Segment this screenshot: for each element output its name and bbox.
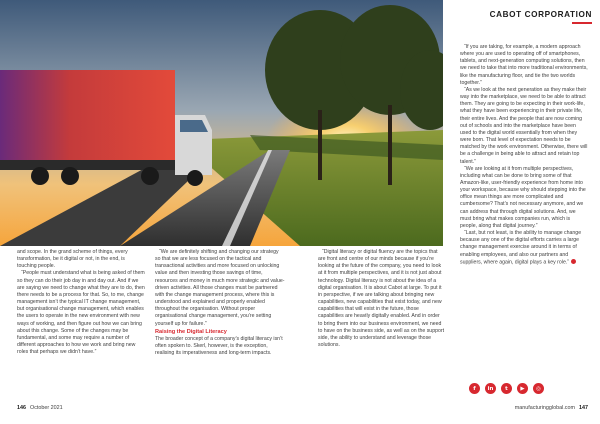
section-heading: Raising the Digital Literacy (155, 328, 227, 335)
hero-photo-truck-highway (0, 0, 443, 246)
paragraph: “If you are taking, for example, a modern approach where you are used to operating off of smartphones, tablets, and next-generation computing solutions, then we need to take that into more traditional environments, like the manufacturing floor, and tie the two worlds together.” (460, 44, 588, 86)
article-column-4 (460, 44, 588, 266)
facebook-icon[interactable]: f (469, 383, 480, 394)
paragraph: and scope. In the grand scheme of things, every transformation, be it digital or not, in the end, is touching people. (17, 249, 128, 270)
header-accent-rule (572, 22, 592, 24)
article-column-2 (155, 249, 285, 357)
twitter-icon[interactable]: t (501, 383, 512, 394)
paragraph: “People must understand what is being asked of them so they can do their job day in and day out. And if we are saying we need to change what they are to do, then there needs to be a process for that. So, to me, change management isn’t the typical IT change management, but organisational change management, which enables the users to operate in the new environment with new ways of working, and then figure out how we can bring about this change. Some of the changes may be fundamental, and some may require a number of different approaches to how we work and bring new roles that perhaps we didn’t have.” (17, 270, 145, 356)
page-number-left: 146 (17, 405, 26, 411)
page-number-right: 147 (579, 405, 588, 411)
end-of-article-icon (571, 259, 576, 264)
paragraph: “We are definitely shifting and changing our strategy so that we are less focused on the tactical and transactional activities and more focused on unlocking value and then investing those savings of time, resources and money in much more strategic and value-driven activities. All those changes must be partnered with the change management process, where this is understood and explained and properly enabled throughout the organisation. Without proper organisational change management, you’re setting yourself up for failure.” (155, 249, 285, 327)
article-column-1 (17, 249, 145, 356)
youtube-icon[interactable]: ▶ (517, 383, 528, 394)
issue-date: October 2021 (30, 405, 63, 411)
footer-left (17, 405, 63, 411)
paragraph: “We are looking at it from multiple perspectives, including what can be done to bring some of that Amazon-like, user-friendly experience from home into your workspace, because why should stepping into the office mean things are more complicated and cumbersome? That’s not necessary anymore, and we can address that through digital solutions. And, we must bring what makes companies run, which is people, along that digital journey.” (460, 165, 586, 229)
brand-name: CABOT CORPORATION (489, 10, 592, 19)
linkedin-icon[interactable]: in (485, 383, 496, 394)
paragraph: The broader concept of a company’s digital literacy isn’t often spoken to. Skerl, however, is the exception, realising its imperativeness and long-term impacts. (155, 335, 283, 357)
paragraph: “Digital literacy or digital fluency are the topics that are front and centre of our minds because if you’re looking at the future of the company, you need to look at it from multiple perspectives, and it is not just about technology. Digital literacy is not about the idea of a digital organisation. It is about Cabot at large. To put it in perspective, if we are talking about bringing new capabilities, new capabilities that exist today, and new capabilities that will exist in the future, those capabilities are heavily digitally enabled. And in order to bring them into our business environment, we need to have on the business side, as well as on the support side, the ability to understand and leverage those solutions. (318, 249, 445, 349)
paragraph: “As we look at the next generation as they make their way into the marketplace, we need to be able to attract them. They are going to be expecting in their work-life, what they have been experiencing in their private life, their entire lives. And the people that are now coming out of schools and into the marketplace have been used to the digital world essentially from when they were born. That level of expectation needs to be matched by the work environment. Otherwise, there will be a challenge in being able to attract and retain top talent.” (460, 86, 588, 165)
paragraph-text: “Last, but not least, is the ability to manage change because any one of the digital efforts carries a large change management exercise around it in terms of enabling employees, and also our partners and suppliers, where again, digital plays a key role.” (460, 230, 582, 266)
website-link[interactable]: manufacturingglobal.com (514, 405, 575, 411)
social-links (469, 383, 544, 395)
paragraph-last (460, 230, 588, 266)
footer-right (515, 405, 588, 411)
article-column-3 (318, 249, 445, 349)
instagram-icon[interactable]: ◎ (533, 383, 544, 394)
page-header (452, 10, 592, 24)
